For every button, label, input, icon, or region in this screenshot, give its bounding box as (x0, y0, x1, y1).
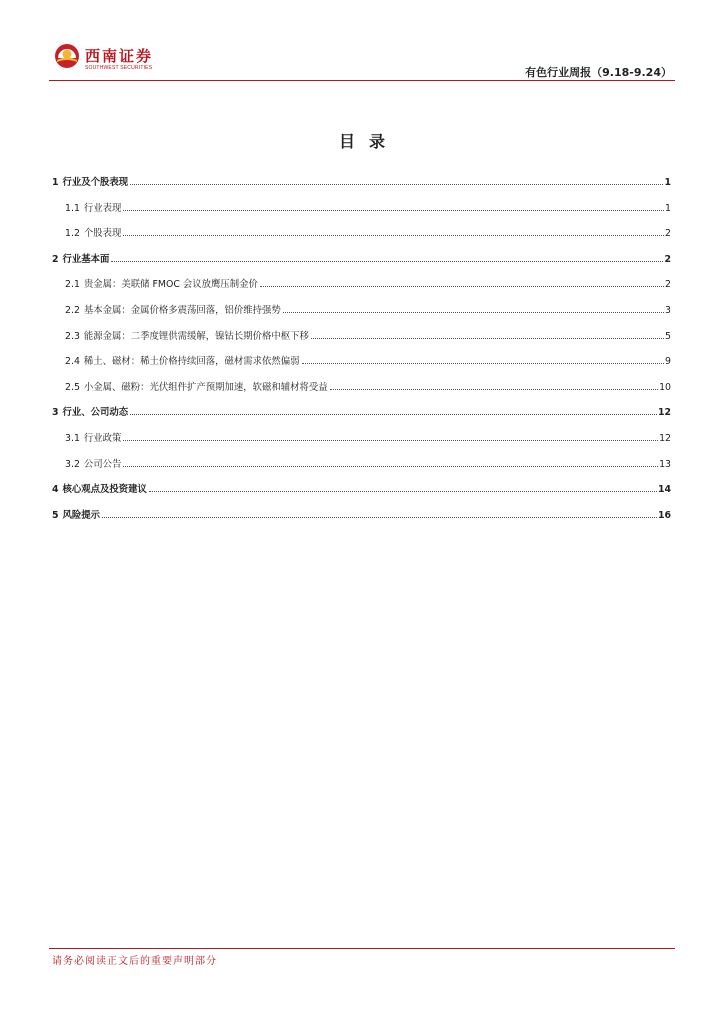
toc-dot-leader (130, 413, 657, 415)
toc-entry-text: 行业、公司动态 (62, 407, 129, 419)
toc-entry[interactable] (52, 249, 671, 265)
toc-entry-number: 2.5 (65, 381, 80, 393)
toc-entry-text: 基本金属：金属价格多震荡回落，铝价维持强势 (83, 304, 281, 316)
toc-entry[interactable] (52, 351, 671, 367)
toc-entry-text: 行业及个股表现 (62, 177, 129, 188)
toc-entry-label (52, 251, 109, 265)
toc-title: 目录 (338, 132, 399, 151)
toc-page-number: 5 (665, 330, 671, 342)
toc-entry-label (65, 302, 281, 316)
toc-dot-leader (111, 260, 663, 262)
toc-entry[interactable] (52, 402, 671, 418)
toc-page-number: 9 (665, 356, 671, 368)
toc-entry-text: 行业表现 (83, 202, 122, 214)
toc-entry-label (65, 456, 121, 470)
toc-page-number: 13 (659, 458, 671, 470)
toc-dot-leader (123, 465, 658, 467)
toc-page-number: 2 (665, 228, 671, 240)
toc-entry[interactable] (52, 198, 671, 214)
toc-entry-number: 1.1 (65, 202, 80, 214)
toc-entry[interactable] (52, 454, 671, 470)
toc-page-number: 12 (657, 407, 671, 419)
toc-dot-leader (123, 234, 664, 236)
toc-dot-leader (330, 388, 658, 390)
toc-entry-number: 2 (52, 253, 59, 265)
toc-dot-leader (302, 362, 664, 364)
toc-entry[interactable] (52, 479, 671, 495)
toc-entry-number: 1 (52, 177, 59, 188)
toc-entry-number: 5 (52, 509, 59, 521)
toc-entry-text: 核心观点及投资建议 (62, 484, 147, 496)
toc-entry-label (65, 328, 309, 342)
logo-english-name: SOUTHWEST SECURITIES (85, 65, 153, 71)
toc-entry-label (65, 430, 121, 444)
toc-entry-number: 3.2 (65, 458, 80, 470)
toc-entry-text: 公司公告 (83, 458, 122, 470)
toc-page-number: 14 (657, 484, 671, 496)
toc-entry-label (52, 404, 128, 418)
toc-page-number: 1 (665, 202, 671, 214)
toc-entry-text: 行业基本面 (62, 253, 110, 265)
toc-page-number: 12 (659, 432, 671, 444)
toc-entry-text: 风险提示 (62, 509, 101, 521)
footer-disclaimer: 请务必阅读正文后的重要声明部分 (52, 956, 217, 967)
page-header (0, 0, 724, 82)
toc-entry-text: 个股表现 (83, 228, 122, 240)
toc-entry[interactable] (52, 172, 671, 188)
toc-entry-number: 3.1 (65, 432, 80, 444)
company-logo (54, 43, 154, 75)
toc-entry-label (65, 200, 121, 214)
toc-entry[interactable] (52, 274, 671, 290)
toc-entry-label (65, 225, 121, 239)
toc-entry[interactable] (52, 505, 671, 521)
table-of-contents (52, 172, 671, 530)
toc-dot-leader (311, 337, 664, 339)
report-title: 有色行业周报（9.18-9.24） (525, 66, 672, 79)
toc-dot-leader (123, 209, 664, 211)
toc-entry-number: 2.4 (65, 356, 80, 368)
toc-entry[interactable] (52, 428, 671, 444)
toc-page-number: 1 (664, 177, 671, 188)
toc-entry-text: 行业政策 (83, 432, 122, 444)
toc-dot-leader (260, 285, 664, 287)
toc-dot-leader (149, 490, 657, 492)
toc-entry[interactable] (52, 223, 671, 239)
toc-entry-label (52, 174, 128, 188)
header-divider (49, 80, 675, 81)
toc-entry-text: 贵金属：美联储 FMOC 会议放鹰压制金价 (83, 279, 258, 291)
toc-dot-leader (123, 439, 658, 441)
toc-entry-number: 1.2 (65, 228, 80, 240)
toc-page-number: 16 (657, 509, 671, 521)
toc-entry[interactable] (52, 326, 671, 342)
toc-dot-leader (283, 311, 664, 313)
toc-page-number: 3 (665, 304, 671, 316)
toc-entry-text: 能源金属：二季度锂供需缓解，镍钴长期价格中枢下移 (83, 330, 309, 342)
toc-page-number: 10 (659, 381, 671, 393)
toc-entry-label (52, 507, 100, 521)
toc-entry-label (65, 353, 300, 367)
toc-entry-text: 稀土、磁材：稀土价格持续回落，磁材需求依然偏弱 (83, 356, 300, 368)
logo-chinese-name: 西南证券 (85, 47, 154, 65)
toc-dot-leader (130, 183, 663, 185)
toc-entry-number: 4 (52, 484, 59, 496)
toc-entry-number: 2.1 (65, 279, 80, 291)
toc-page-number: 2 (664, 253, 671, 265)
toc-entry[interactable] (52, 300, 671, 316)
toc-entry-number: 3 (52, 407, 59, 419)
toc-entry-label (65, 379, 328, 393)
toc-dot-leader (102, 516, 657, 518)
toc-entry[interactable] (52, 377, 671, 393)
toc-page-number: 2 (665, 279, 671, 291)
toc-entry-number: 2.3 (65, 330, 80, 342)
toc-entry-label (65, 276, 258, 290)
footer-divider (49, 948, 675, 949)
toc-entry-label (52, 481, 147, 495)
toc-entry-number: 2.2 (65, 304, 80, 316)
toc-entry-text: 小金属、磁粉：光伏组件扩产预期加速，软磁和辅材将受益 (83, 381, 328, 393)
logo-emblem-icon (54, 43, 80, 69)
